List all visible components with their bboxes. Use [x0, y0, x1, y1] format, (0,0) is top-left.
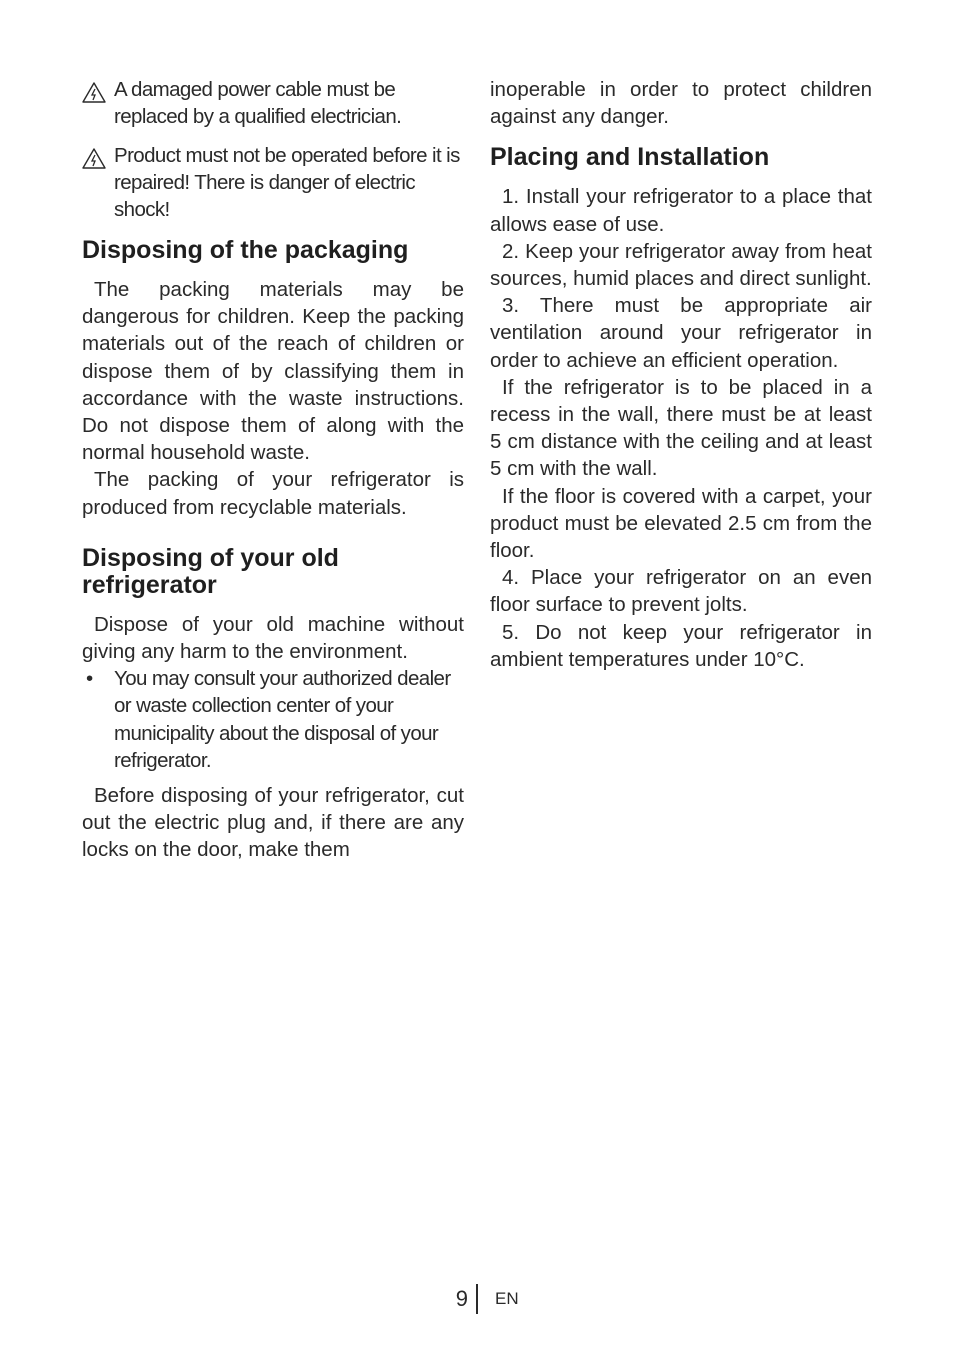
paragraph: 4. Place your refrigerator on an even floor surface to prevent jolts.: [490, 566, 872, 617]
heading-line: refrigerator: [82, 570, 217, 599]
paragraph: If the refrigerator is to be placed in a recess in the wall, there must be at least 5 cm distance with the ceiling and at least 5 cm with the wall.: [490, 375, 872, 481]
paragraph: 1. Install your refrigerator to a place that allows ease of use.: [490, 185, 872, 236]
warning-text: A damaged power cable must be replaced by a qualified electrician.: [114, 78, 402, 128]
language-code: EN: [495, 1289, 519, 1308]
bullet-dot-icon: •: [86, 667, 93, 691]
right-column: [490, 76, 872, 673]
warning-triangle-icon: [82, 82, 106, 103]
paragraph: 3. There must be appropriate air ventilation around your refrigerator in order to achieve an efficient operation.: [490, 294, 872, 372]
page-footer: [0, 1284, 954, 1314]
paragraph: Dispose of your old machine without giving any harm to the environment.: [82, 612, 464, 664]
section-heading-old-refrigerator: [82, 545, 464, 599]
bullet-item: [82, 665, 464, 774]
paragraph: The packing materials may be dangerous for children. Keep the packing materials out of the reach of children or dispose them of by classifying them in accordance with the waste instructions. Do not dispose them of along with the normal household waste.: [82, 278, 464, 465]
heading-line: Disposing of your old: [82, 543, 339, 572]
paragraph: If the floor is covered with a carpet, your product must be elevated 2.5 cm from the floor.: [490, 484, 872, 563]
left-column: [82, 76, 464, 864]
paragraph: Before disposing of your refrigerator, cut out the electric plug and, if there are any locks on the door, make them: [82, 784, 464, 862]
paragraph: 2. Keep your refrigerator away from heat sources, humid places and direct sunlight.: [490, 239, 872, 291]
section-heading-packaging: Disposing of the packaging: [82, 236, 409, 264]
section-heading-placing: Placing and Installation: [490, 143, 770, 172]
warning-text: Product must not be operated before it is repaired! There is danger of electric shock!: [114, 144, 460, 221]
warning-triangle-icon: [82, 148, 106, 169]
warning-item: [82, 142, 464, 223]
footer-divider: [476, 1284, 478, 1314]
page-number: 9: [455, 1286, 468, 1311]
paragraph: 5. Do not keep your refrigerator in ambient temperatures under 10°C.: [490, 620, 872, 671]
warning-item: [82, 76, 464, 130]
paragraph: The packing of your refrigerator is produced from recyclable materials.: [82, 468, 464, 519]
bullet-text: You may consult your authorized dealer or waste collection center of your municipality about the disposal of your refrigerator.: [114, 667, 451, 772]
paragraph-continuation: inoperable in order to protect children against any danger.: [490, 78, 872, 129]
